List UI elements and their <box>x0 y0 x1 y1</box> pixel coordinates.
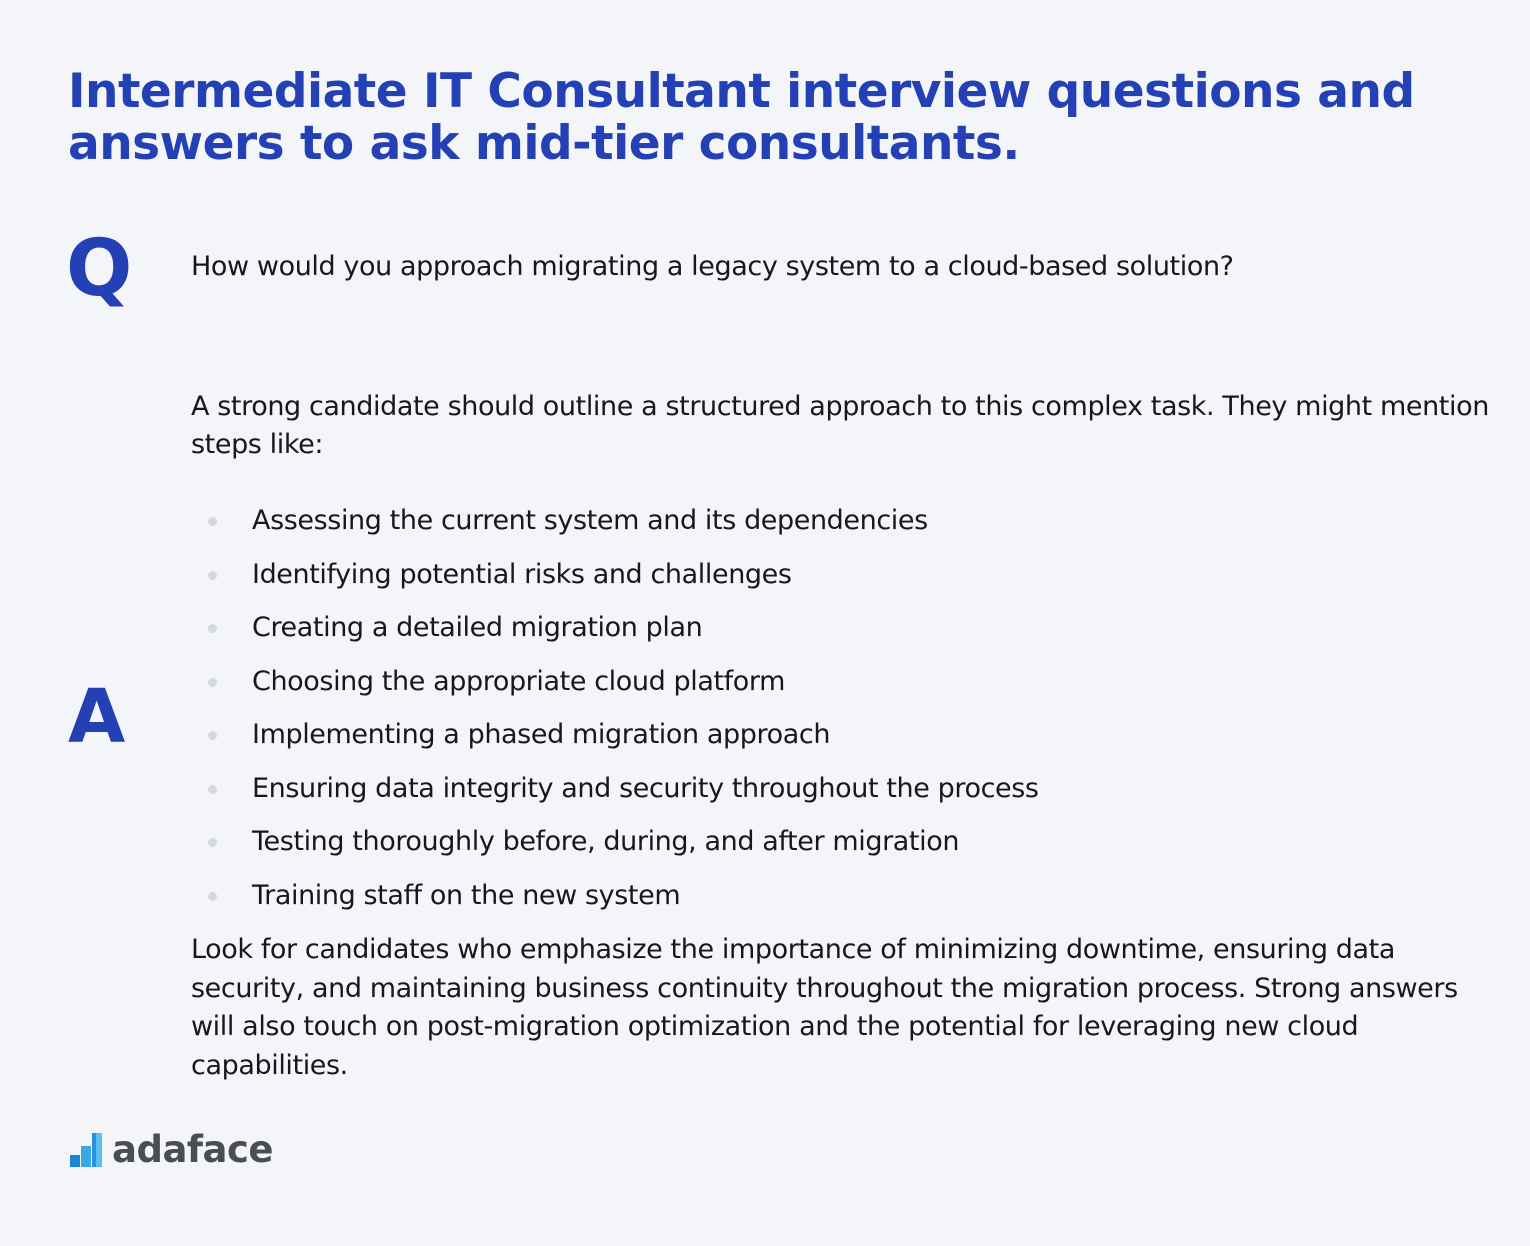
list-item <box>191 875 1441 929</box>
brand-logo <box>70 1128 273 1172</box>
list-item-text: Training staff on the new system <box>252 879 681 911</box>
bullet-icon <box>208 731 217 740</box>
list-item <box>191 554 1441 608</box>
bullet-icon <box>208 517 217 526</box>
list-item-text: Ensuring data integrity and security throughout the process <box>252 772 1039 804</box>
bullet-icon <box>208 892 217 901</box>
bullet-icon <box>208 785 217 794</box>
list-item <box>191 714 1441 768</box>
list-item <box>191 821 1441 875</box>
list-item-text: Assessing the current system and its dependencies <box>252 505 928 536</box>
list-item-text: Identifying potential risks and challenges <box>252 558 792 590</box>
adaface-logo-icon <box>70 1133 104 1167</box>
bullet-icon <box>208 678 217 687</box>
question-text: How would you approach migrating a legacy system to a cloud-based solution? <box>191 251 1234 282</box>
list-item <box>191 607 1441 661</box>
list-item <box>191 500 1441 554</box>
brand-name: adaface <box>112 1128 274 1171</box>
list-item-text: Choosing the appropriate cloud platform <box>252 665 786 697</box>
bullet-icon <box>208 838 217 847</box>
list-item <box>191 768 1441 822</box>
list-item-text: Implementing a phased migration approach <box>252 719 831 750</box>
answer-steps-list <box>191 500 1441 928</box>
page-title: Intermediate IT Consultant interview questions and answers to ask mid-tier consultants. <box>68 64 1415 171</box>
list-item <box>191 661 1441 715</box>
bullet-icon <box>208 571 217 580</box>
answer-intro: A strong candidate should outline a structured approach to this complex task. They might mention steps like: <box>191 391 1489 460</box>
answer-closing: Look for candidates who emphasize the importance of minimizing downtime, ensuring data security, and maintaining business continuity throughout the migration process. Strong answers will also touch on post-migration optimization and the potential for leveraging new cloud capabilities. <box>191 934 1458 1081</box>
list-item-text: Creating a detailed migration plan <box>252 612 703 643</box>
question-marker: Q <box>66 224 133 314</box>
answer-marker: A <box>68 674 126 760</box>
bullet-icon <box>208 624 217 633</box>
list-item-text: Testing thoroughly before, during, and after migration <box>252 826 960 857</box>
